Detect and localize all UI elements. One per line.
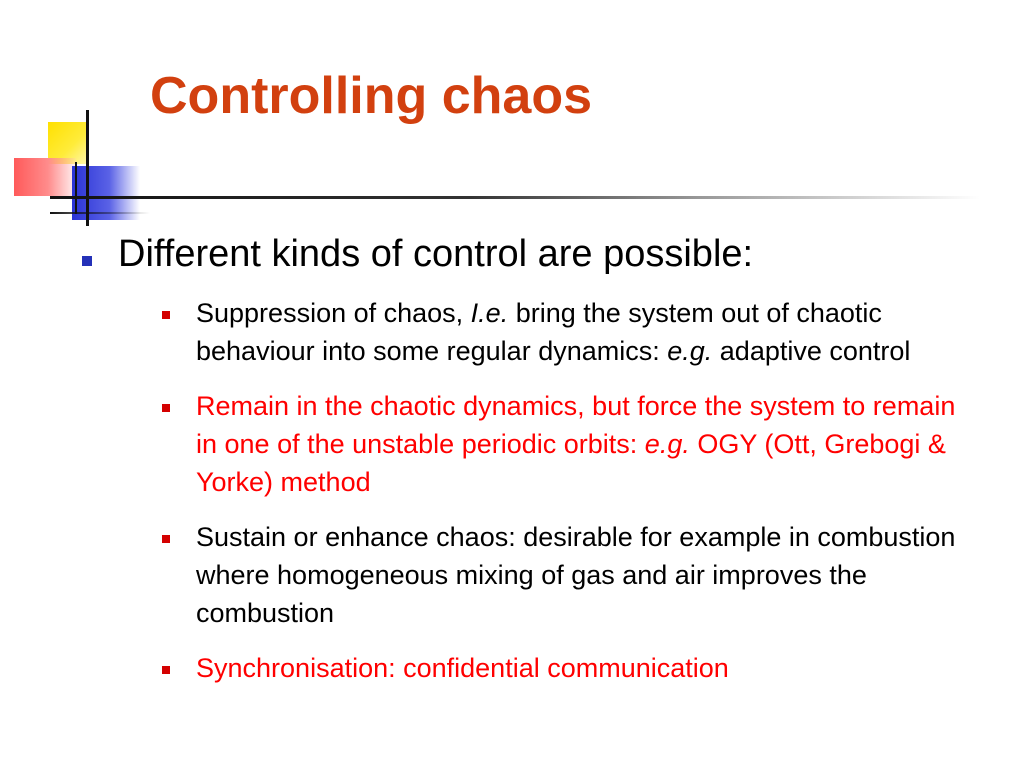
item-text: Suppression of chaos, [196, 297, 471, 328]
sub-bullet-item [162, 518, 976, 632]
item-text-italic: I.e. [470, 297, 509, 328]
sub-bullet-item [162, 294, 976, 370]
item-text-italic: e.g. [644, 428, 690, 459]
red-square [14, 158, 76, 196]
title-underline-accent [50, 212, 150, 214]
slide-title: Controlling chaos [150, 67, 592, 125]
square-bullet-icon [162, 311, 170, 319]
main-point-text: Different kinds of control are possible: [118, 233, 754, 275]
sub-bullet-item [162, 387, 976, 501]
item-text: adaptive control [712, 335, 911, 366]
title-underline [50, 196, 980, 199]
vertical-rule [86, 110, 89, 226]
main-bullet-point [82, 232, 1012, 278]
square-bullet-icon [82, 256, 92, 266]
item-text: bring the system out of chaotic behaviour into some regular dynamics: [196, 297, 882, 366]
slide-content [82, 232, 1012, 704]
item-text-italic: e.g. [667, 335, 713, 366]
corner-logo-decoration [0, 0, 160, 240]
item-text: Sustain or enhance chaos: desirable for example in combustion where homogeneous mixing of gas and air improves the combustion [196, 521, 956, 628]
item-text: Synchronisation: confidential communication [196, 652, 729, 683]
square-bullet-icon [162, 404, 170, 412]
item-text: Remain in the chaotic dynamics, but force the system to remain in one of the unstable periodic orbits: [196, 390, 956, 459]
square-bullet-icon [162, 666, 170, 674]
sub-bullet-item [162, 649, 976, 687]
item-text: OGY (Ott, Grebogi & Yorke) method [196, 428, 946, 497]
vertical-rule-short [75, 162, 77, 214]
square-bullet-icon [162, 535, 170, 543]
